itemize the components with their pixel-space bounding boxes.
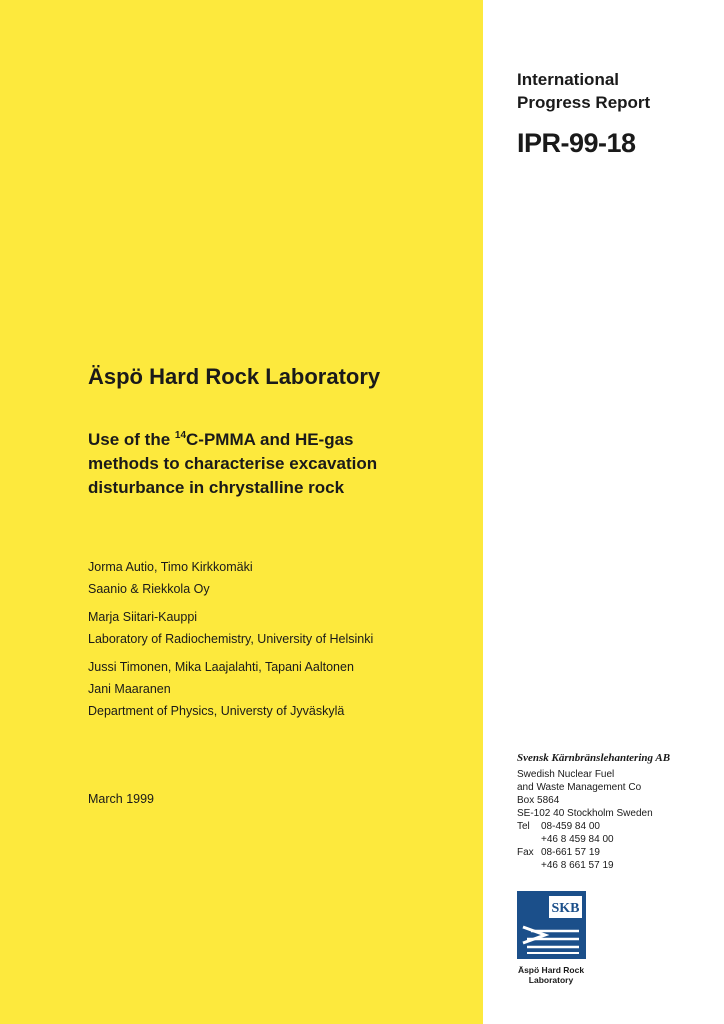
author-affiliation: Laboratory of Radiochemistry, University of Helsinki — [88, 632, 374, 646]
skb-logo-graphic — [517, 891, 586, 959]
subtitle-prefix: Use of the — [88, 430, 175, 449]
subtitle-line-2: methods to characterise excavation — [88, 454, 378, 473]
report-type — [517, 68, 707, 114]
fax-number-intl: +46 8 661 57 19 — [541, 860, 614, 871]
skb-logo-icon — [517, 891, 586, 959]
publisher-line: and Waste Management Co — [517, 782, 642, 793]
author-names-line-2: Jani Maaranen — [88, 682, 171, 696]
lab-title: Äspö Hard Rock Laboratory — [88, 364, 381, 389]
report-type-line-1: International — [517, 70, 620, 89]
subtitle-superscript: 14 — [174, 430, 187, 441]
publisher-line: SE-102 40 Stockholm Sweden — [517, 808, 653, 819]
fax-number: 08-661 57 19 — [541, 847, 600, 858]
author-names: Jorma Autio, Timo Kirkkomäki — [88, 560, 253, 574]
logo-caption-line-2: Laboratory — [528, 975, 574, 985]
logo-caption — [511, 965, 591, 985]
author-group — [88, 556, 468, 600]
author-list — [88, 556, 468, 728]
author-affiliation: Department of Physics, Universty of Jyväskylä — [88, 704, 345, 718]
phone-label: Tel — [517, 821, 530, 832]
publication-date: March 1999 — [88, 792, 155, 806]
report-type-line-2: Progress Report — [517, 93, 651, 112]
author-affiliation: Saanio & Riekkola Oy — [88, 582, 210, 596]
report-id: IPR-99-18 — [517, 128, 636, 158]
subtitle-after-sup: C-PMMA and HE-gas — [186, 430, 354, 449]
author-names: Jussi Timonen, Mika Laajalahti, Tapani Aaltonen — [88, 660, 354, 674]
report-subtitle — [88, 424, 458, 500]
phone-row — [517, 820, 717, 833]
publisher-address — [517, 752, 717, 872]
phone-number: 08-459 84 00 — [541, 821, 600, 832]
skb-logo — [517, 891, 597, 985]
author-group — [88, 656, 468, 722]
author-group — [88, 606, 468, 650]
fax-row — [517, 846, 717, 859]
logo-caption-line-1: Äspö Hard Rock — [517, 965, 585, 975]
publisher-line: Box 5864 — [517, 795, 560, 806]
skb-logo-text: SKB — [551, 901, 580, 916]
fax-row — [517, 859, 717, 872]
publisher-line: Swedish Nuclear Fuel — [517, 769, 615, 780]
publisher-name: Svensk Kärnbränslehantering AB — [517, 752, 671, 764]
fax-label: Fax — [517, 847, 534, 858]
phone-number-intl: +46 8 459 84 00 — [541, 834, 614, 845]
subtitle-line-3: disturbance in chrystalline rock — [88, 478, 345, 497]
author-names: Marja Siitari-Kauppi — [88, 610, 198, 624]
phone-row — [517, 833, 717, 846]
